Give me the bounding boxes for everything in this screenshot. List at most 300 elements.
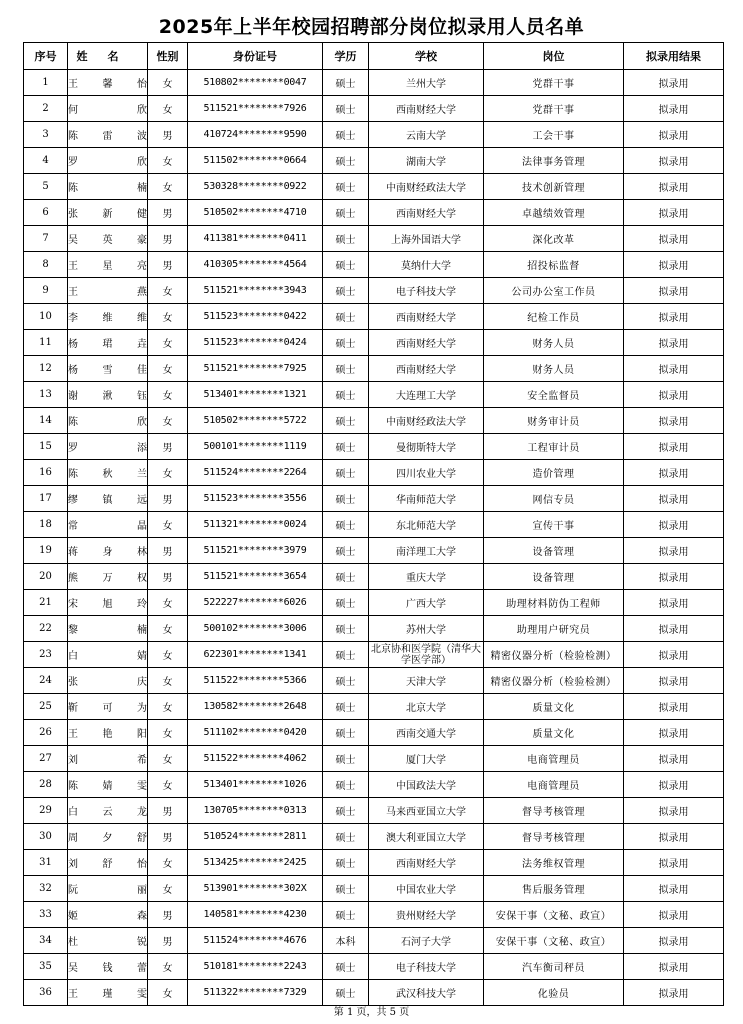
cell-education: 硕士: [323, 642, 369, 668]
cell-no: 27: [24, 746, 68, 772]
cell-education: 硕士: [323, 434, 369, 460]
cell-gender: 女: [148, 850, 188, 876]
table-row: [24, 824, 724, 850]
cell-name: 杨雪佳: [68, 356, 148, 382]
cell-name: 罗添: [68, 434, 148, 460]
cell-gender: 男: [148, 434, 188, 460]
cell-id-number: 410305********4564: [188, 252, 323, 278]
cell-gender: 女: [148, 330, 188, 356]
cell-school: 上海外国语大学: [369, 226, 484, 252]
cell-position: 深化改革: [484, 226, 624, 252]
cell-gender: 男: [148, 824, 188, 850]
cell-no: 11: [24, 330, 68, 356]
cell-education: 硕士: [323, 96, 369, 122]
cell-gender: 男: [148, 200, 188, 226]
cell-position: 安保干事（文秘、政宣）: [484, 902, 624, 928]
table-row: [24, 694, 724, 720]
cell-position: 财务审计员: [484, 408, 624, 434]
cell-school: 西南交通大学: [369, 720, 484, 746]
table-row: [24, 954, 724, 980]
cell-school: 电子科技大学: [369, 278, 484, 304]
cell-result: 拟录用: [624, 720, 724, 746]
cell-no: 34: [24, 928, 68, 954]
cell-result: 拟录用: [624, 876, 724, 902]
cell-no: 19: [24, 538, 68, 564]
cell-no: 12: [24, 356, 68, 382]
cell-education: 硕士: [323, 824, 369, 850]
cell-name: 杨珺垚: [68, 330, 148, 356]
cell-gender: 男: [148, 538, 188, 564]
cell-no: 7: [24, 226, 68, 252]
cell-no: 10: [24, 304, 68, 330]
table-row: [24, 590, 724, 616]
cell-name: 姬森: [68, 902, 148, 928]
cell-result: 拟录用: [624, 512, 724, 538]
cell-result: 拟录用: [624, 824, 724, 850]
cell-gender: 女: [148, 356, 188, 382]
col-header-school: 学校: [369, 43, 484, 70]
cell-no: 24: [24, 668, 68, 694]
cell-id-number: 622301********1341: [188, 642, 323, 668]
cell-education: 硕士: [323, 304, 369, 330]
col-header-result: 拟录用结果: [624, 43, 724, 70]
table-row: [24, 460, 724, 486]
cell-gender: 女: [148, 746, 188, 772]
cell-name: 陈雷波: [68, 122, 148, 148]
cell-gender: 女: [148, 174, 188, 200]
cell-name: 蒋身林: [68, 538, 148, 564]
table-row: [24, 902, 724, 928]
table-row: [24, 746, 724, 772]
col-header-education: 学历: [323, 43, 369, 70]
cell-gender: 女: [148, 616, 188, 642]
cell-result: 拟录用: [624, 798, 724, 824]
table-row: [24, 70, 724, 96]
cell-education: 硕士: [323, 954, 369, 980]
cell-gender: 女: [148, 876, 188, 902]
cell-no: 32: [24, 876, 68, 902]
cell-education: 本科: [323, 928, 369, 954]
cell-no: 1: [24, 70, 68, 96]
cell-no: 23: [24, 642, 68, 668]
cell-education: 硕士: [323, 512, 369, 538]
cell-gender: 女: [148, 694, 188, 720]
table-row: [24, 720, 724, 746]
cell-position: 安全监督员: [484, 382, 624, 408]
cell-result: 拟录用: [624, 694, 724, 720]
cell-name: 陈婧雯: [68, 772, 148, 798]
cell-no: 8: [24, 252, 68, 278]
cell-education: 硕士: [323, 356, 369, 382]
cell-name: 杜锐: [68, 928, 148, 954]
cell-education: 硕士: [323, 564, 369, 590]
cell-no: 28: [24, 772, 68, 798]
cell-school: 天津大学: [369, 668, 484, 694]
cell-position: 财务人员: [484, 356, 624, 382]
cell-id-number: 513401********1026: [188, 772, 323, 798]
cell-no: 29: [24, 798, 68, 824]
cell-no: 6: [24, 200, 68, 226]
cell-no: 9: [24, 278, 68, 304]
cell-id-number: 510502********4710: [188, 200, 323, 226]
cell-name: 罗欣: [68, 148, 148, 174]
cell-school: 华南师范大学: [369, 486, 484, 512]
cell-gender: 女: [148, 668, 188, 694]
cell-name: 何欣: [68, 96, 148, 122]
cell-no: 2: [24, 96, 68, 122]
page-title: 2025年上半年校园招聘部分岗位拟录用人员名单: [158, 16, 585, 38]
cell-result: 拟录用: [624, 746, 724, 772]
cell-position: 设备管理: [484, 538, 624, 564]
table-row: [24, 538, 724, 564]
cell-name: 白云龙: [68, 798, 148, 824]
cell-gender: 女: [148, 96, 188, 122]
cell-result: 拟录用: [624, 304, 724, 330]
cell-education: 硕士: [323, 122, 369, 148]
cell-no: 17: [24, 486, 68, 512]
table-row: [24, 174, 724, 200]
cell-no: 14: [24, 408, 68, 434]
cell-education: 硕士: [323, 70, 369, 96]
cell-name: 刘希: [68, 746, 148, 772]
cell-gender: 女: [148, 70, 188, 96]
cell-gender: 男: [148, 252, 188, 278]
cell-school-text: 北京协和医学院（清华大学医学部）: [371, 643, 481, 666]
cell-id-number: 130705********0313: [188, 798, 323, 824]
cell-result: 拟录用: [624, 382, 724, 408]
cell-education: 硕士: [323, 798, 369, 824]
cell-name: 陈秋兰: [68, 460, 148, 486]
cell-school: 莫纳什大学: [369, 252, 484, 278]
cell-no: 21: [24, 590, 68, 616]
cell-gender: 女: [148, 642, 188, 668]
cell-id-number: 511521********3979: [188, 538, 323, 564]
cell-result: 拟录用: [624, 434, 724, 460]
cell-education: 硕士: [323, 486, 369, 512]
cell-school: 中南财经政法大学: [369, 174, 484, 200]
cell-name: 宋旭玲: [68, 590, 148, 616]
table-row: [24, 486, 724, 512]
cell-id-number: 511322********7329: [188, 980, 323, 1006]
cell-id-number: 511524********4676: [188, 928, 323, 954]
cell-gender: 男: [148, 798, 188, 824]
cell-result: 拟录用: [624, 200, 724, 226]
cell-position: 网信专员: [484, 486, 624, 512]
table-row: [24, 200, 724, 226]
cell-result: 拟录用: [624, 850, 724, 876]
cell-education: 硕士: [323, 174, 369, 200]
cell-no: 5: [24, 174, 68, 200]
cell-name: 张新健: [68, 200, 148, 226]
cell-position: 督导考核管理: [484, 824, 624, 850]
cell-position: 工会干事: [484, 122, 624, 148]
cell-id-number: 530328********0922: [188, 174, 323, 200]
cell-result: 拟录用: [624, 70, 724, 96]
cell-id-number: 510802********0047: [188, 70, 323, 96]
cell-id-number: 511321********0024: [188, 512, 323, 538]
cell-gender: 女: [148, 954, 188, 980]
cell-name: 靳可为: [68, 694, 148, 720]
cell-no: 22: [24, 616, 68, 642]
cell-id-number: 511521********3943: [188, 278, 323, 304]
cell-school: 北京大学: [369, 694, 484, 720]
cell-gender: 女: [148, 460, 188, 486]
cell-id-number: 511521********7925: [188, 356, 323, 382]
cell-position: 安保干事（文秘、政宣）: [484, 928, 624, 954]
cell-id-number: 130582********2648: [188, 694, 323, 720]
cell-education: 硕士: [323, 876, 369, 902]
table-row: [24, 850, 724, 876]
table-row: [24, 772, 724, 798]
table-row: [24, 980, 724, 1006]
cell-school: 苏州大学: [369, 616, 484, 642]
cell-education: 硕士: [323, 460, 369, 486]
cell-position: 电商管理员: [484, 772, 624, 798]
cell-name: 陈欣: [68, 408, 148, 434]
cell-position: 质量文化: [484, 694, 624, 720]
cell-education: 硕士: [323, 902, 369, 928]
cell-position: 纪检工作员: [484, 304, 624, 330]
cell-name: 熊万权: [68, 564, 148, 590]
cell-no: 25: [24, 694, 68, 720]
cell-position: 财务人员: [484, 330, 624, 356]
cell-no: 16: [24, 460, 68, 486]
cell-name: 吴英豪: [68, 226, 148, 252]
table-row: [24, 122, 724, 148]
col-header-position: 岗位: [484, 43, 624, 70]
cell-school: 澳大利亚国立大学: [369, 824, 484, 850]
cell-id-number: 513401********1321: [188, 382, 323, 408]
page-footer: 第 1 页，共 5 页: [333, 1007, 410, 1018]
table-row: [24, 226, 724, 252]
cell-education: 硕士: [323, 382, 369, 408]
cell-id-number: 511521********3654: [188, 564, 323, 590]
cell-result: 拟录用: [624, 564, 724, 590]
cell-result: 拟录用: [624, 928, 724, 954]
cell-position: 助理用户研究员: [484, 616, 624, 642]
cell-id-number: 510524********2811: [188, 824, 323, 850]
cell-id-number: 511523********0424: [188, 330, 323, 356]
cell-position: 电商管理员: [484, 746, 624, 772]
cell-school: 西南财经大学: [369, 304, 484, 330]
cell-gender: 男: [148, 928, 188, 954]
cell-education: 硕士: [323, 330, 369, 356]
cell-education: 硕士: [323, 746, 369, 772]
table-row: [24, 668, 724, 694]
cell-result: 拟录用: [624, 954, 724, 980]
cell-id-number: 410724********9590: [188, 122, 323, 148]
cell-position: 设备管理: [484, 564, 624, 590]
cell-result: 拟录用: [624, 642, 724, 668]
table-row: [24, 798, 724, 824]
cell-no: 35: [24, 954, 68, 980]
cell-gender: 女: [148, 278, 188, 304]
col-header-name: 姓名: [68, 43, 148, 70]
cell-position: 精密仪器分析（检验检测）: [484, 668, 624, 694]
cell-name: 黎楠: [68, 616, 148, 642]
cell-education: 硕士: [323, 850, 369, 876]
cell-name: 吴钱蕾: [68, 954, 148, 980]
cell-position: 质量文化: [484, 720, 624, 746]
cell-result: 拟录用: [624, 486, 724, 512]
cell-no: 15: [24, 434, 68, 460]
col-header-no: 序号: [24, 43, 68, 70]
cell-school: 东北师范大学: [369, 512, 484, 538]
cell-id-number: 411381********0411: [188, 226, 323, 252]
cell-position: 公司办公室工作员: [484, 278, 624, 304]
cell-no: 31: [24, 850, 68, 876]
cell-education: 硕士: [323, 200, 369, 226]
cell-gender: 女: [148, 980, 188, 1006]
cell-id-number: 511102********0420: [188, 720, 323, 746]
cell-education: 硕士: [323, 772, 369, 798]
table-row: [24, 616, 724, 642]
cell-position: 法务维权管理: [484, 850, 624, 876]
cell-name: 缪镇远: [68, 486, 148, 512]
cell-result: 拟录用: [624, 590, 724, 616]
cell-id-number: 522227********6026: [188, 590, 323, 616]
cell-name: 王燕: [68, 278, 148, 304]
cell-school: 电子科技大学: [369, 954, 484, 980]
cell-position: 法律事务管理: [484, 148, 624, 174]
cell-gender: 男: [148, 122, 188, 148]
cell-gender: 女: [148, 148, 188, 174]
cell-school: 武汉科技大学: [369, 980, 484, 1006]
cell-no: 4: [24, 148, 68, 174]
cell-school: 重庆大学: [369, 564, 484, 590]
cell-gender: 男: [148, 486, 188, 512]
cell-position: 造价管理: [484, 460, 624, 486]
cell-gender: 女: [148, 772, 188, 798]
cell-position: 督导考核管理: [484, 798, 624, 824]
cell-result: 拟录用: [624, 278, 724, 304]
cell-name: 谢湫钰: [68, 382, 148, 408]
cell-gender: 女: [148, 512, 188, 538]
cell-result: 拟录用: [624, 174, 724, 200]
cell-id-number: 511502********0664: [188, 148, 323, 174]
cell-id-number: 513901********302X: [188, 876, 323, 902]
cell-gender: 女: [148, 382, 188, 408]
cell-education: 硕士: [323, 694, 369, 720]
table-row: [24, 278, 724, 304]
cell-id-number: 510502********5722: [188, 408, 323, 434]
col-header-id: 身份证号: [188, 43, 323, 70]
cell-id-number: 513425********2425: [188, 850, 323, 876]
table-row: [24, 252, 724, 278]
cell-name: 王艳阳: [68, 720, 148, 746]
cell-school: 兰州大学: [369, 70, 484, 96]
cell-name: 张庆: [68, 668, 148, 694]
cell-school: 西南财经大学: [369, 96, 484, 122]
cell-school: 广西大学: [369, 590, 484, 616]
cell-position: 卓越绩效管理: [484, 200, 624, 226]
cell-education: 硕士: [323, 278, 369, 304]
cell-no: 36: [24, 980, 68, 1006]
cell-school: 大连理工大学: [369, 382, 484, 408]
cell-gender: 女: [148, 304, 188, 330]
cell-position: 售后服务管理: [484, 876, 624, 902]
cell-name: 王星亮: [68, 252, 148, 278]
table-row: [24, 642, 724, 668]
cell-school: 云南大学: [369, 122, 484, 148]
cell-school: 贵州财经大学: [369, 902, 484, 928]
cell-school: 四川农业大学: [369, 460, 484, 486]
cell-id-number: 500102********3006: [188, 616, 323, 642]
table-row: [24, 928, 724, 954]
cell-no: 26: [24, 720, 68, 746]
table-row: [24, 96, 724, 122]
cell-school: 西南财经大学: [369, 200, 484, 226]
cell-result: 拟录用: [624, 408, 724, 434]
cell-result: 拟录用: [624, 356, 724, 382]
cell-position: 助理材料防伪工程师: [484, 590, 624, 616]
cell-name: 王瑾雯: [68, 980, 148, 1006]
cell-name: 阮丽: [68, 876, 148, 902]
cell-id-number: 511522********5366: [188, 668, 323, 694]
cell-position: 宣传干事: [484, 512, 624, 538]
cell-id-number: 140581********4230: [188, 902, 323, 928]
table-row: [24, 330, 724, 356]
cell-result: 拟录用: [624, 460, 724, 486]
cell-name: 李维维: [68, 304, 148, 330]
cell-id-number: 511524********2264: [188, 460, 323, 486]
cell-education: 硕士: [323, 408, 369, 434]
cell-position: 汽车衡司秤员: [484, 954, 624, 980]
cell-name: 刘舒怡: [68, 850, 148, 876]
table-row: [24, 148, 724, 174]
cell-education: 硕士: [323, 616, 369, 642]
cell-name: 白婧: [68, 642, 148, 668]
cell-school: 中国政法大学: [369, 772, 484, 798]
cell-result: 拟录用: [624, 616, 724, 642]
cell-no: 18: [24, 512, 68, 538]
cell-result: 拟录用: [624, 772, 724, 798]
table-header-row: [24, 43, 724, 70]
cell-id-number: 511522********4062: [188, 746, 323, 772]
cell-school: 石河子大学: [369, 928, 484, 954]
table-body: [24, 70, 724, 1006]
table-row: [24, 564, 724, 590]
cell-education: 硕士: [323, 148, 369, 174]
cell-id-number: 500101********1119: [188, 434, 323, 460]
cell-education: 硕士: [323, 252, 369, 278]
cell-school: 中国农业大学: [369, 876, 484, 902]
cell-education: 硕士: [323, 590, 369, 616]
cell-name: 王馨怡: [68, 70, 148, 96]
cell-gender: 女: [148, 408, 188, 434]
cell-school: 西南财经大学: [369, 356, 484, 382]
hiring-table: [23, 42, 724, 1006]
cell-gender: 女: [148, 590, 188, 616]
cell-result: 拟录用: [624, 96, 724, 122]
cell-id-number: 511523********3556: [188, 486, 323, 512]
cell-school: 湖南大学: [369, 148, 484, 174]
cell-result: 拟录用: [624, 902, 724, 928]
cell-gender: 女: [148, 720, 188, 746]
cell-result: 拟录用: [624, 226, 724, 252]
cell-name: 周夕舒: [68, 824, 148, 850]
cell-school: 西南财经大学: [369, 330, 484, 356]
cell-result: 拟录用: [624, 252, 724, 278]
cell-result: 拟录用: [624, 330, 724, 356]
cell-education: 硕士: [323, 226, 369, 252]
cell-name: 常晶: [68, 512, 148, 538]
cell-position: 技术创新管理: [484, 174, 624, 200]
cell-result: 拟录用: [624, 122, 724, 148]
cell-education: 硕士: [323, 538, 369, 564]
table-row: [24, 304, 724, 330]
col-header-gender: 性别: [148, 43, 188, 70]
